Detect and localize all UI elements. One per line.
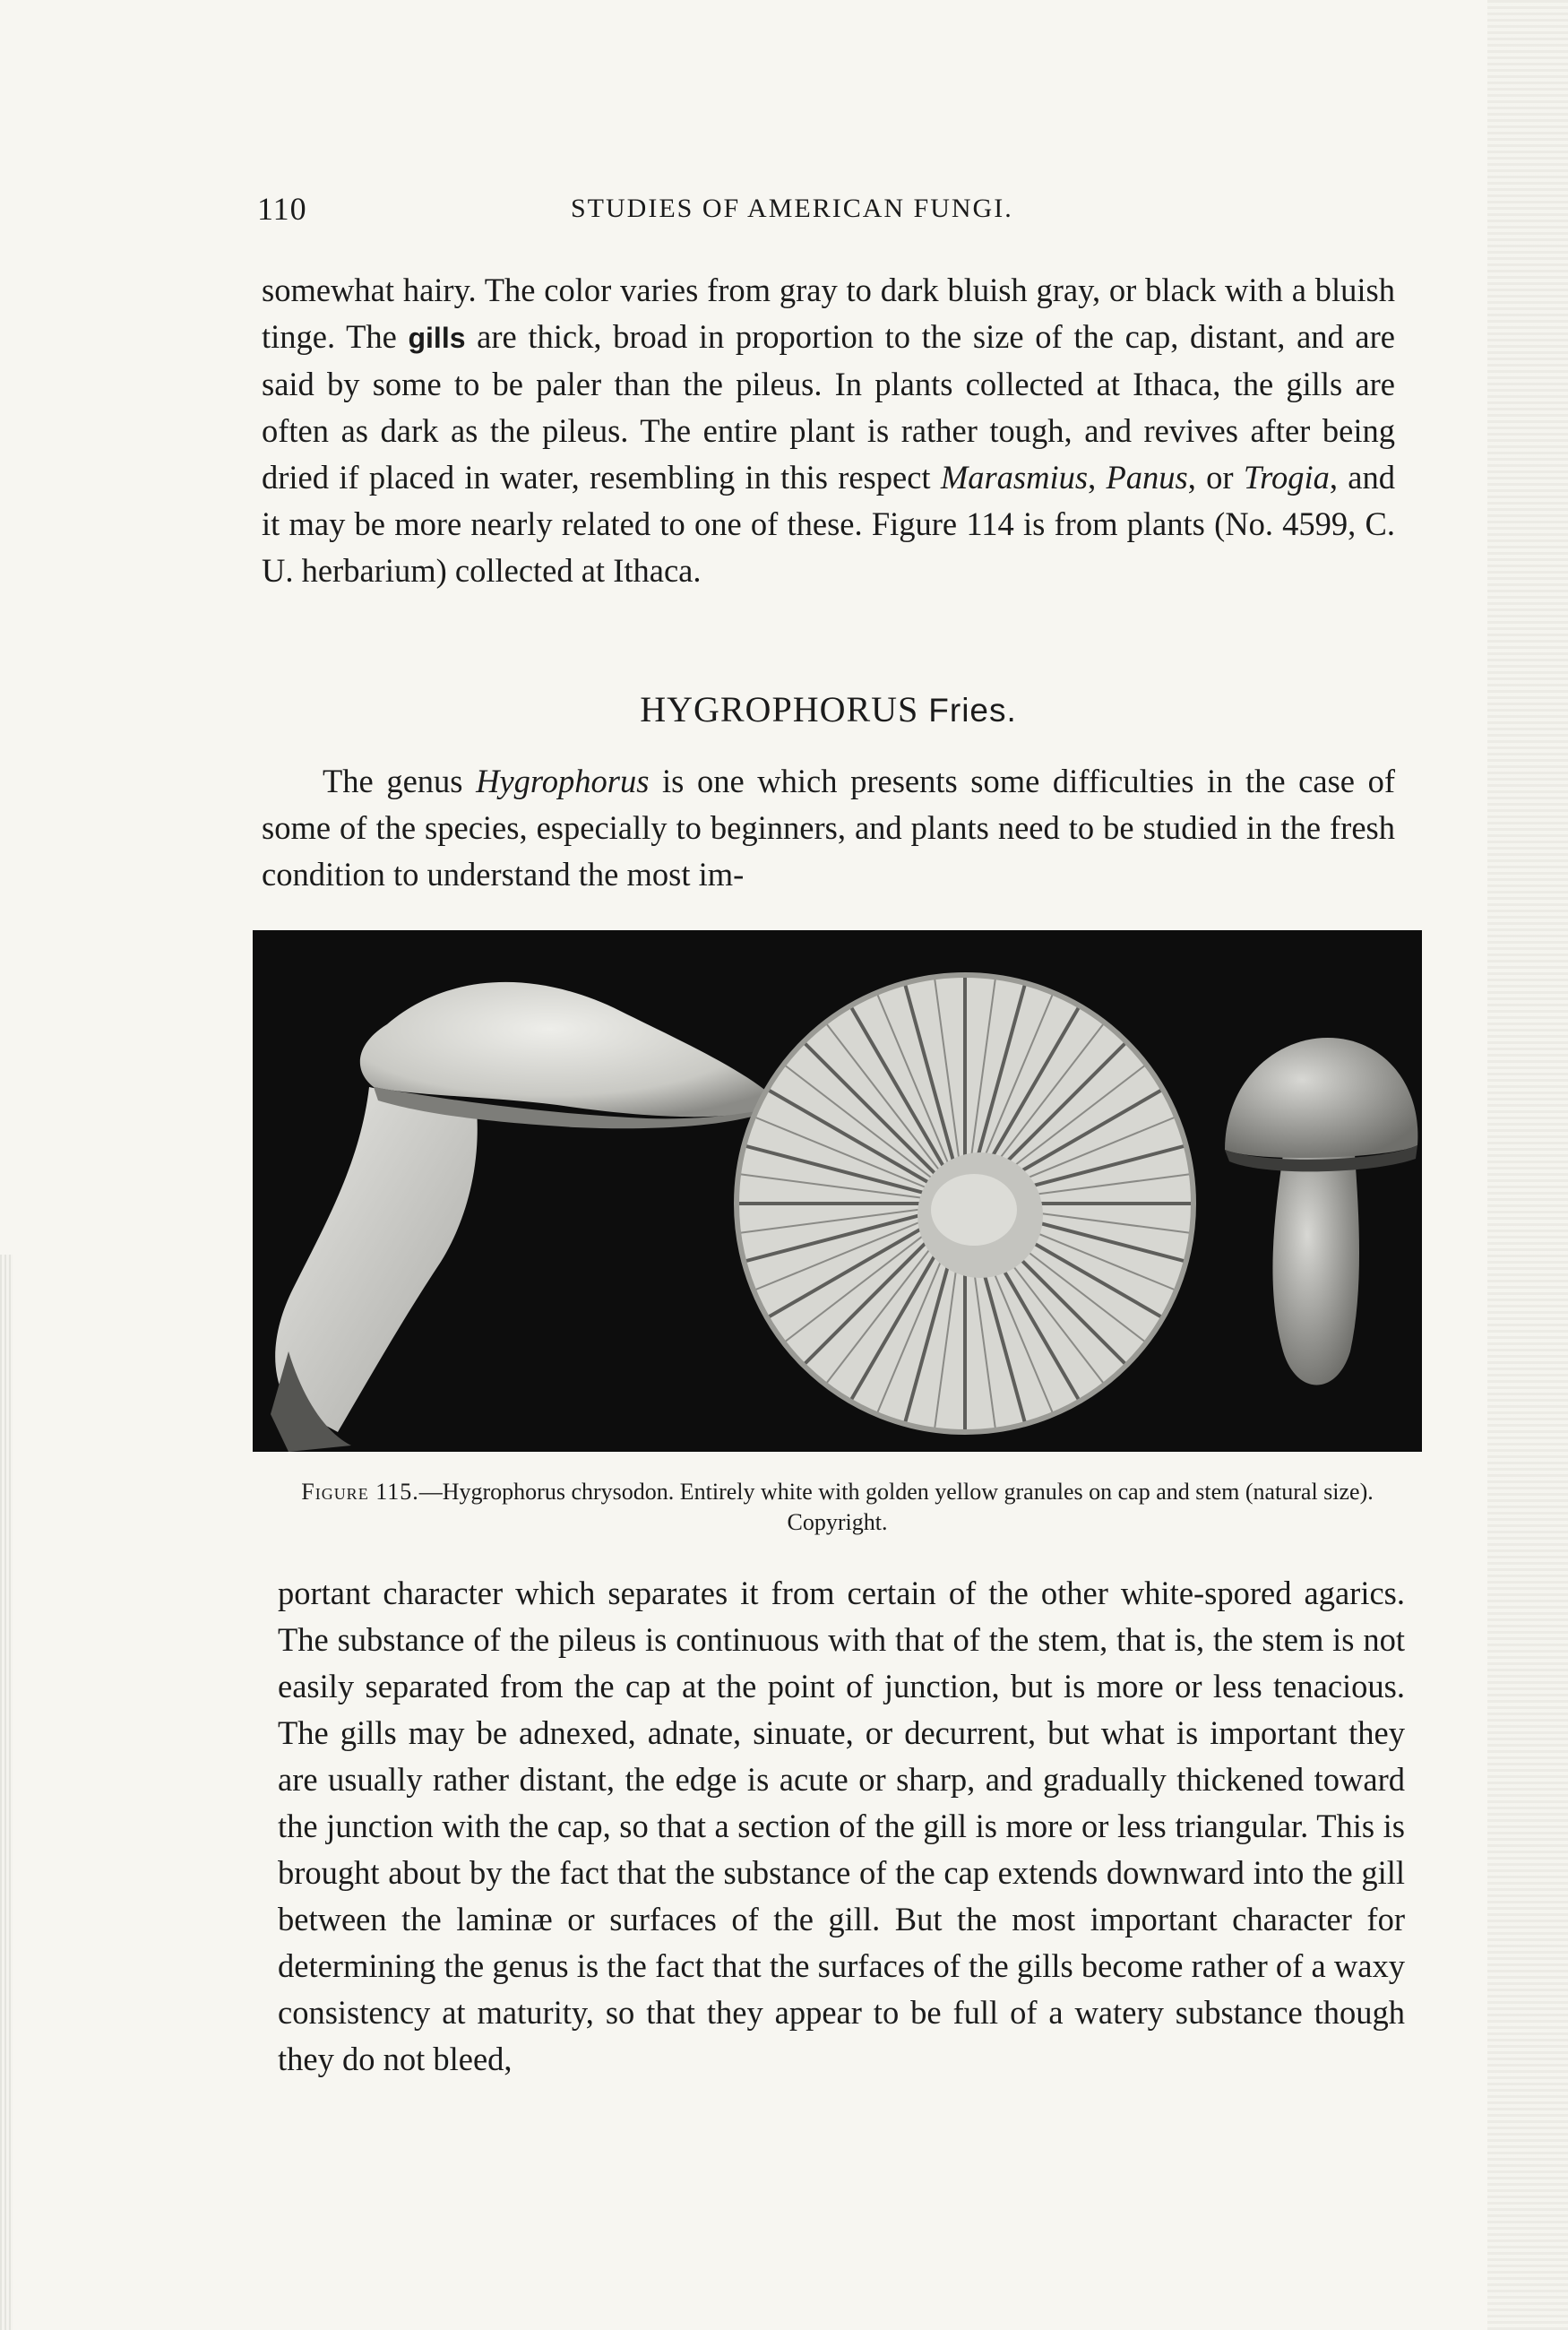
panus-term: Panus — [1106, 459, 1188, 496]
para2-text-2: is one which presents some difficulties in the case of some of the species, especially to beginners, and plants need to be studied in the fresh condition to understand the most im- — [262, 763, 1395, 893]
page-header — [257, 190, 1413, 235]
para1-text-3: , — [1088, 459, 1107, 496]
paragraph-continued: portant character which separates it from certain of the other white-spored agarics. The substance of the pileus is continuous with that of the stem, that is, the stem is not easily separated from the cap at the point of junction, but is more or less tenacious. The gills may be adnexed, adnate, sinuate, or decurrent, but what is important they are usually rather distant, the edge is acute or sharp, and gradually thickened toward the junction with the cap, so that a section of the gill is more or less triangular. This is brought about by the fact that the substance of the cap extends downward into the gill between the laminæ or surfaces of the gill. But the most important character for determining the genus is the fact that the surfaces of the gills become rather of a waxy consistency at maturity, so that they appear to be full of a watery substance though they do not bleed, — [278, 1575, 1405, 2077]
mushroom-photo-illustration — [253, 930, 1422, 1452]
genus-heading: HYGROPHORUS — [640, 689, 919, 729]
figure-caption — [253, 1477, 1422, 1538]
paragraph-intro — [262, 267, 1395, 594]
marasmius-term: Marasmius — [940, 459, 1089, 496]
page-number: 110 — [257, 191, 307, 227]
para1-text-4: , or — [1187, 459, 1244, 496]
figure-photograph — [253, 930, 1422, 1452]
trogia-term: Trogia — [1243, 459, 1330, 496]
section-heading — [262, 688, 1395, 730]
gills-term: gills — [408, 322, 466, 354]
running-head: STUDIES OF AMERICAN FUNGI. — [571, 194, 1013, 223]
para1-text-1: somewhat hairy. The color varies from gray to dark bluish gray, or black with a bluish tinge. The — [262, 272, 1395, 355]
page-edge-shading — [1487, 0, 1568, 2330]
para2-text-1: The genus — [323, 763, 477, 799]
author-heading: Fries. — [928, 692, 1017, 729]
para1-text-5: , and it may be more nearly related to one of these. Figure 114 is from plants (No. 4599, C. U. herbarium) collected at Ithaca. — [262, 459, 1395, 589]
paragraph-genus — [262, 758, 1395, 898]
caption-text: —Hygrophorus chrysodon. Entirely white with golden yellow granules on cap and stem (natural size). Copyright. — [418, 1479, 1374, 1535]
genus-term: Hygrophorus — [476, 763, 650, 799]
caption-label: Figure 115. — [301, 1479, 419, 1505]
page-gutter-shading — [0, 1255, 13, 2330]
para1-text-2: are thick, broad in proportion to the size of the cap, distant, and are said by some to be paler than the pileus. In plants collected at Ithaca, the gills are often as dark as the pileus. The entire plant is rather tough, and revives after being dried if placed in water, resembling in this respect — [262, 318, 1395, 496]
